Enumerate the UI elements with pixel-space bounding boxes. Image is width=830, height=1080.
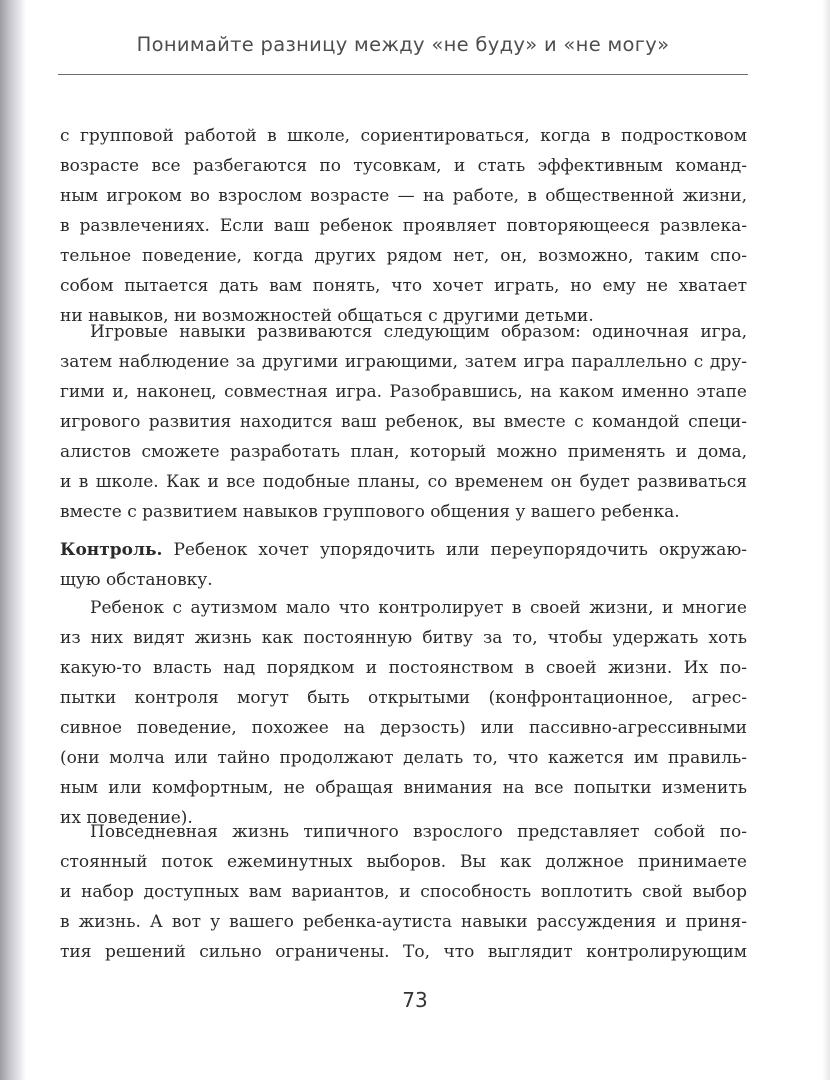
text-line: возрасте все разбегаются по тусовкам, и стать эффективным команд- — [60, 156, 747, 176]
text-line: затем наблюдение за другими играющими, затем игра параллельно с дру- — [60, 352, 747, 372]
text-line: с групповой работой в школе, сориентироваться, когда в подростковом — [60, 126, 747, 146]
text-line: вместе с развитием навыков группового общения у вашего ребенка. — [60, 502, 680, 522]
running-header: Понимайте разницу между «не буду» и «не могу» — [136, 33, 670, 56]
header-rule — [58, 74, 748, 75]
text-line: в жизнь. А вот у вашего ребенка-аутиста навыки рассуждения и приня- — [60, 912, 747, 932]
text-line: Игровые навыки развиваются следующим образом: одиночная игра, — [90, 322, 747, 342]
text-line: собом пытается дать вам понять, что хочет играть, но ему не хватает — [60, 276, 747, 296]
book-spine-shadow — [0, 0, 26, 1080]
text-line: в развлечениях. Если ваш ребенок проявляет повторяющееся развлека- — [60, 216, 747, 236]
text-line: ным игроком во взрослом возрасте — на работе, в общественной жизни, — [60, 186, 747, 206]
page-edge-shadow — [822, 0, 830, 1080]
text-line — [60, 535, 747, 565]
text-line: гими и, наконец, совместная игра. Разобравшись, на каком именно этапе — [60, 382, 747, 402]
text-line: Ребенок с аутизмом мало что контролирует в своей жизни, и многие — [90, 598, 747, 618]
text-line: и набор доступных вам вариантов, и способность воплотить свой выбор — [60, 882, 747, 902]
text-line: стоянный поток ежеминутных выборов. Вы как должное принимаете — [60, 852, 747, 872]
text-line: и в школе. Как и все подобные планы, со временем он будет развиваться — [60, 472, 747, 492]
paragraph-control-heading — [60, 535, 747, 595]
page-number: 73 — [402, 988, 428, 1012]
paragraph-1 — [60, 121, 747, 331]
text-line: их поведение). — [60, 808, 193, 828]
text-line: ни навыков, ни возможностей общаться с другими детьми. — [60, 306, 594, 326]
paragraph-2 — [60, 317, 747, 527]
text-line: тия решений сильно ограничены. То, что выглядит контролирующим — [60, 942, 747, 962]
text-line: (они молча или тайно продолжают делать то, что кажется им правиль- — [60, 748, 747, 768]
text-fragment: Ребенок хочет упорядочить или переупорядочить окружаю- — [162, 540, 747, 560]
text-line: какую-то власть над порядком и постоянством в своей жизни. Их по- — [60, 658, 747, 678]
text-line: щую обстановку. — [60, 570, 213, 590]
text-line: тельное поведение, когда других рядом нет, он, возможно, таким спо- — [60, 246, 747, 266]
paragraph-5 — [60, 817, 747, 967]
text-line: ным или комфортным, не обращая внимания на все попытки изменить — [60, 778, 747, 798]
section-term: Контроль. — [60, 540, 163, 560]
text-line: алистов сможете разработать план, который можно применять и дома, — [60, 442, 747, 462]
text-line: Повседневная жизнь типичного взрослого представляет собой по- — [90, 822, 747, 842]
text-line: пытки контроля могут быть открытыми (конфронтационное, агрес- — [60, 688, 747, 708]
text-line: сивное поведение, похожее на дерзость) или пассивно-агрессивными — [60, 718, 747, 738]
text-line: из них видят жизнь как постоянную битву за то, чтобы удержать хоть — [60, 628, 747, 648]
paragraph-4 — [60, 593, 747, 833]
text-line: игрового развития находится ваш ребенок, вы вместе с командой специ- — [60, 412, 747, 432]
